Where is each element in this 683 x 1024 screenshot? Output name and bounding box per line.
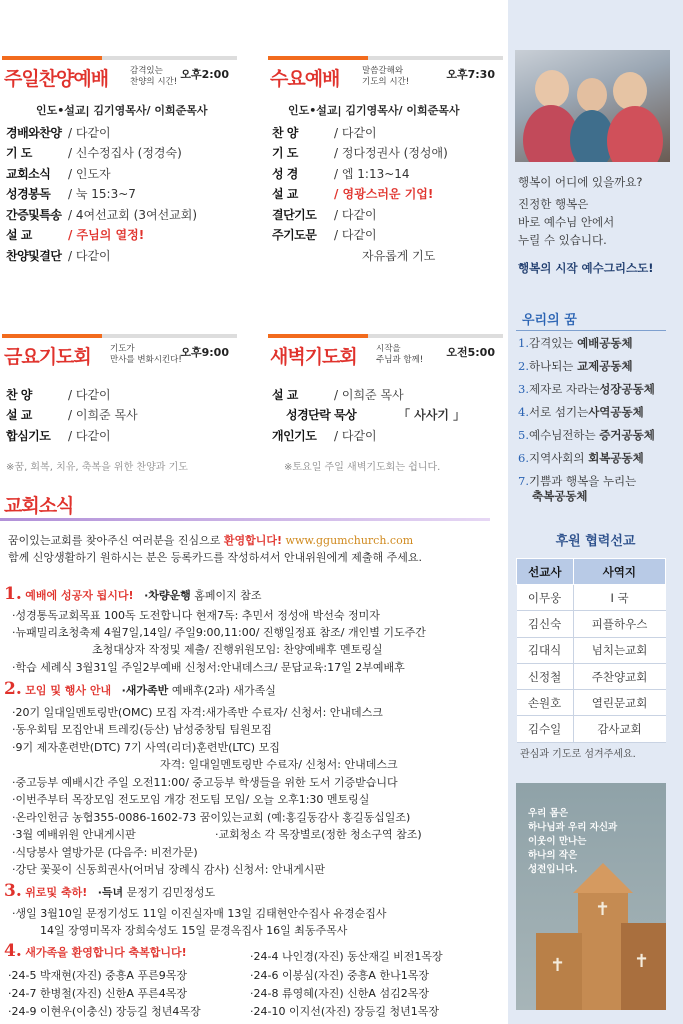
- table-row: 김대식 넘치는교회: [517, 637, 666, 663]
- new-family-item: ·24-9 이현우(이충신) 장등길 청년4목장: [8, 1005, 201, 1018]
- members-photo: [515, 50, 670, 162]
- friday-title: 금요기도회: [4, 346, 91, 368]
- wednesday-title: 수요예배: [270, 68, 340, 90]
- friday-order: [6, 384, 138, 446]
- order-row: 성 경 / 엡 1:13~14: [272, 166, 410, 181]
- news-item: ·뉴패밀리초청축제 4월7일,14일/ 주일9:00,11:00/ 진행일정표 참조/ 개인별 기도주간: [12, 626, 426, 639]
- news-section-4: 4. 새가족을 환영합니다 축복합니다!: [4, 941, 187, 961]
- dawn-order: [272, 384, 465, 446]
- order-row: 설 교 / 주님의 열정!: [6, 228, 145, 243]
- news-section-3: 3. 위로및 축하! ·득녀 문정기 김민정성도: [4, 881, 216, 901]
- new-family-item: ·24-8 류영혜(자진) 신한A 섬김2목장: [250, 987, 429, 1000]
- news-title: 교회소식: [4, 495, 74, 517]
- news-item: ·식당봉사 열방가문 (다음주: 비전가문): [12, 846, 198, 859]
- order-row: 경배와찬양 / 다같이: [6, 125, 111, 140]
- table-row: 신정철 주찬양교회: [517, 663, 666, 689]
- dawn-service: [268, 334, 503, 484]
- friday-time: 오후9:00: [180, 346, 229, 359]
- dream-item: 5.예수님전하는 증거공동체: [518, 428, 655, 442]
- happy-line: 바로 예수님 안에서: [518, 215, 615, 229]
- sunday-order: [6, 122, 197, 266]
- news-item: ·온라인헌금 농협355-0086-1602-73 꿈이있는교회 (예:홍길동감사 홍길동십일조): [12, 811, 411, 824]
- column-header: 선교사: [517, 559, 574, 585]
- happy-line: 진정한 행복은: [518, 197, 589, 211]
- order-row: 주기도문 / 다같이: [272, 228, 377, 243]
- friday-note: ※꿈, 회복, 치유, 축복을 위한 찬양과 기도: [6, 462, 188, 473]
- news-item: ·강단 꽃꽂이 신동희권사(어머님 장례식 감사) 신청서: 안내게시판: [12, 863, 326, 876]
- news-divider: [0, 518, 490, 521]
- news-section-2: 2. 모임 및 행사 안내 ·새가족반 예배후(2과) 새가족실: [4, 679, 276, 699]
- table-row: 손원호 열린문교회: [517, 690, 666, 716]
- news-item: ·생일 3월10일 문정기성도 11일 이진실자매 13일 김태현안수집사 유경순집사: [12, 907, 387, 920]
- news-item: ·중고등부 예배시간 주일 오전11:00/ 중고등부 학생들을 위한 도서 기증받습니다: [12, 776, 398, 789]
- friday-service: [2, 334, 237, 484]
- order-row: 간증및특송 / 4여선교회 (3여선교회): [6, 207, 198, 222]
- order-row: 합심기도 / 다같이: [6, 428, 111, 443]
- wednesday-subtitle: 말씀갈해와 기도의 시간!: [362, 66, 410, 87]
- happy-slogan: 행복의 시작 예수그리스도!: [518, 261, 654, 275]
- order-row: 교회소식 / 인도자: [6, 166, 111, 181]
- mission-note: 관심과 기도로 섬겨주세요.: [520, 749, 636, 760]
- news-section-1: 1. 예배에 성공자 됩시다! ·차량운행 홈페이지 참조: [4, 584, 262, 604]
- dream-divider: [516, 330, 666, 331]
- news-item: ·이번주부터 목장모임 전도모임 개강 전도팀 모임/ 오늘 오후1:30 멘토링실: [12, 793, 370, 806]
- table-row: 김신숙 피플하우스: [517, 611, 666, 637]
- dream-item: 2.하나되는 교제공동체: [518, 359, 633, 373]
- news-item: ·20기 일대일멘토링반(OMC) 모집 자격:새가족반 수료자/ 신청서: 안내데스크: [12, 706, 383, 719]
- mission-table: [516, 558, 666, 743]
- table-row: 김수일 감사교회: [517, 716, 666, 742]
- mission-title: 후원 협력선교: [555, 534, 636, 549]
- dawn-title: 새벽기도회: [270, 346, 357, 368]
- dawn-subtitle: 시작을 주님과 함께!: [376, 344, 424, 365]
- news-item: ·3월 예배위원 안내게시판: [12, 828, 136, 841]
- news-item: ·9기 제자훈련반(DTC) 7기 사역(리더)훈련반(LTC) 모집: [12, 741, 280, 754]
- order-row: 설 교 / 이희준 목사: [6, 408, 138, 423]
- cross-icon: ✝: [550, 955, 566, 976]
- welcome-text: 꿈이있는교회를 찾아주신 여러분을 진심으로 환영합니다! www.ggumchurch.com 함께 신앙생활하기 원하시는 분은 등록카드를 작성하셔서 안내위원에게 제출해 주세요.: [8, 534, 423, 564]
- dream-item: 1.감격있는 예배공동체: [518, 336, 633, 350]
- poster-text: 우리 몸은 하나님과 우리 자신과 이웃이 만나는 하나의 작은 성전입니다.: [528, 808, 618, 875]
- order-row: 설 교 / 영광스러운 기업!: [272, 187, 434, 202]
- dawn-time: 오전5:00: [446, 346, 495, 359]
- table-row: 이무웅 I 국: [517, 585, 666, 611]
- friday-subtitle: 기도가 만사를 변화시킨다!: [110, 344, 182, 365]
- poster-image: [516, 783, 666, 1010]
- sunday-title: 주일찬양예배: [4, 68, 109, 90]
- sunday-time: 오후2:00: [180, 68, 229, 81]
- dream-item: 7.기쁨과 행복을 누리는 축복공동체: [518, 474, 637, 503]
- dream-item: 3.제자로 자라는성장공동체: [518, 382, 655, 396]
- new-family-item: ·24-4 나인경(자진) 동산재길 비전1목장: [250, 950, 443, 963]
- order-row: 기 도 / 신수정집사 (정경숙): [6, 146, 182, 161]
- new-family-item: ·24-7 한병철(자진) 신한A 푸른4목장: [8, 987, 187, 1000]
- cross-icon: ✝: [595, 899, 611, 920]
- wednesday-preacher: 인도•설교| 김기영목사/ 이희준목사: [288, 104, 460, 117]
- bulletin-sidebar: [508, 0, 683, 1024]
- order-row: 찬 양 / 다같이: [272, 125, 377, 140]
- sunday-service: [2, 56, 237, 286]
- news-item: ·교회청소 각 목장별로(정한 청소구역 참조): [215, 828, 422, 841]
- table-header-row: [517, 559, 666, 585]
- order-row: 설 교 / 이희준 목사: [272, 387, 404, 402]
- order-row: 결단기도 / 다같이: [272, 207, 377, 222]
- order-row: 기 도 / 정다정권사 (정성애): [272, 146, 448, 161]
- happy-line: 행복이 어디에 있을까요?: [518, 175, 643, 189]
- order-row: 성경봉독 / 눅 15:3~7: [6, 187, 136, 202]
- dream-title: 우리의 꿈: [522, 313, 577, 328]
- sunday-subtitle: 감격있는 찬양의 시간!: [130, 66, 178, 87]
- news-item: 초청대상자 작정및 제출/ 진행위원모임: 찬양예배후 멘토링실: [92, 643, 383, 656]
- column-header: 사역지: [573, 559, 665, 585]
- wednesday-service: [268, 56, 503, 286]
- wednesday-order: [272, 122, 448, 266]
- order-row: 찬양및결단 / 다같이: [6, 248, 111, 263]
- sunday-preacher: 인도•설교| 김기영목사/ 이희준목사: [36, 104, 208, 117]
- news-item: 자격: 일대일멘토링반 수료자/ 신청서: 안내데스크: [160, 758, 398, 771]
- order-row: 성경단락 묵상 「 사사기 」: [286, 408, 466, 423]
- dawn-note: ※토요일 주일 새벽기도회는 쉽니다.: [284, 462, 441, 473]
- new-family-item: ·24-5 박재현(자진) 중흥A 푸른9목장: [8, 969, 187, 982]
- order-row: 개인기도 / 다같이: [272, 428, 377, 443]
- news-item: ·학습 세례식 3월31일 주일2부예배 신청서:안내데스크/ 문답교육:17일 2부예배후: [12, 661, 405, 674]
- news-item: 14일 장영미목자 장희숙성도 15일 문경옥집사 16일 최동주목사: [40, 924, 348, 937]
- dream-item: 6.지역사회의 회복공동체: [518, 451, 644, 465]
- cross-icon: ✝: [634, 951, 650, 972]
- church-url[interactable]: www.ggumchurch.com: [285, 534, 414, 547]
- order-note: 자유롭게 기도: [362, 248, 436, 263]
- new-family-item: ·24-6 이봉심(자진) 중흥A 한나1목장: [250, 969, 429, 982]
- news-item: ·성경통독교회목표 100독 도전합니다 현재7독: 추민서 정성애 박선숙 정미자: [12, 609, 380, 622]
- order-row: 찬 양 / 다같이: [6, 387, 111, 402]
- dream-item: 4.서로 섬기는사역공동체: [518, 405, 644, 419]
- new-family-item: ·24-10 이지선(자진) 장등길 청년1목장: [250, 1005, 440, 1018]
- happy-line: 누릴 수 있습니다.: [518, 233, 607, 247]
- wednesday-time: 오후7:30: [446, 68, 495, 81]
- news-item: ·동우회팀 모집안내 트레킹(등산) 남성중창팀 팀원모집: [12, 723, 272, 736]
